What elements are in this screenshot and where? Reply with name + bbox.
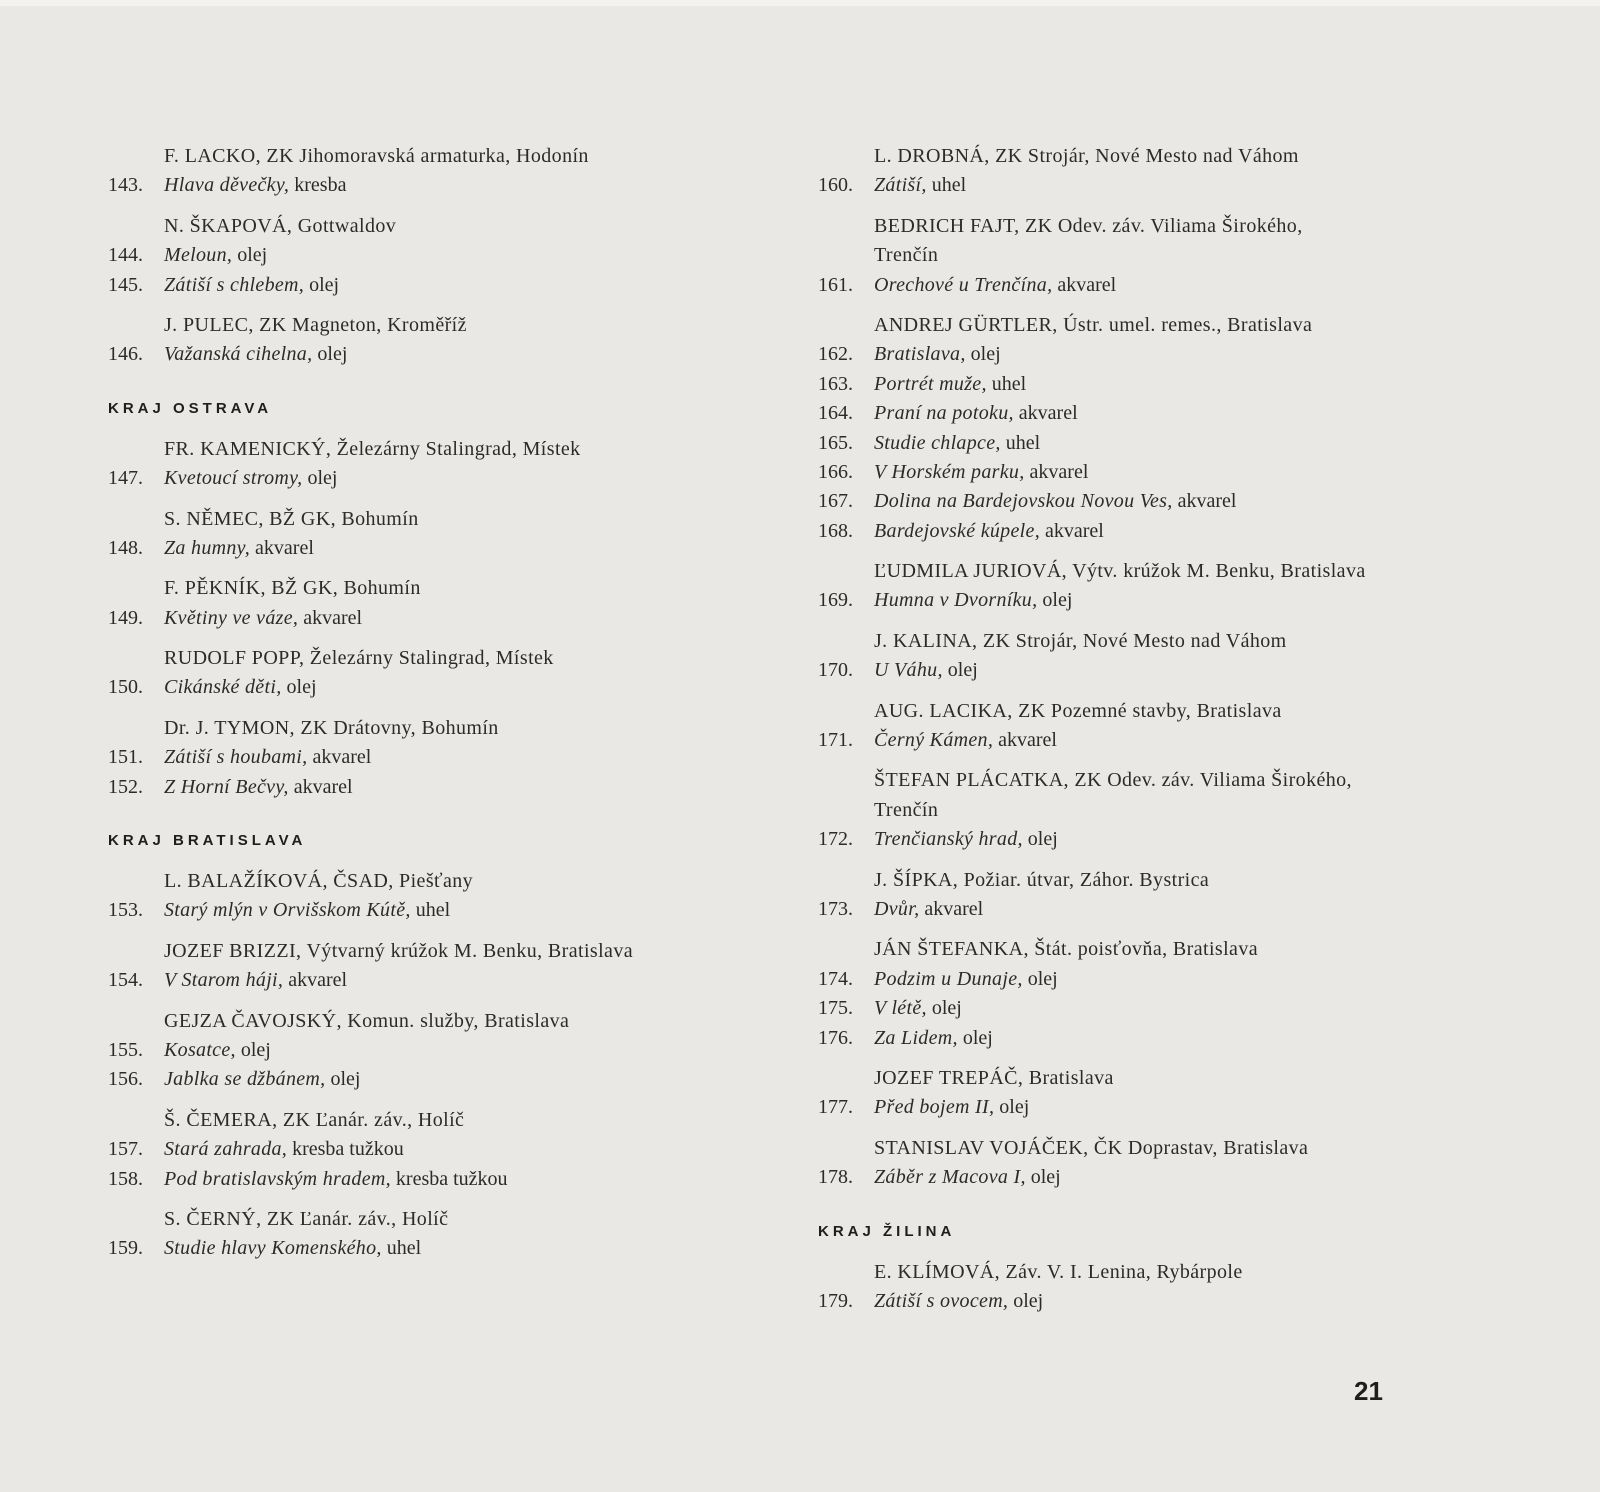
artist-line <box>818 212 1458 241</box>
spacer <box>818 1247 1458 1258</box>
artwork-entry <box>818 1093 1458 1122</box>
artwork-title: Zátiší s chlebem, <box>164 273 305 296</box>
artwork-number: 161. <box>818 273 853 296</box>
spacer <box>108 996 748 1007</box>
artwork-number: 165. <box>818 431 853 454</box>
artwork-number: 145. <box>108 273 143 296</box>
artist-line <box>108 574 748 603</box>
artwork-title: V Starom háji, <box>164 969 284 992</box>
artwork-entry <box>818 965 1458 994</box>
artwork-title: Zátiší s ovocem, <box>874 1289 1009 1312</box>
spacer <box>108 703 748 714</box>
artwork-text <box>874 458 1088 487</box>
artist-name: AUG. LACIKA, ZK Pozemné stavby, Bratislava <box>874 699 1282 722</box>
spacer <box>818 546 1458 557</box>
artwork-title: Černý Kámen, <box>874 729 994 752</box>
artwork-medium: olej <box>926 997 962 1020</box>
artwork-entry <box>108 773 748 802</box>
artwork-text <box>164 1135 404 1164</box>
artwork-medium: olej <box>232 244 268 267</box>
artwork-medium: olej <box>965 343 1001 366</box>
artwork-medium: olej <box>1025 1166 1061 1189</box>
artwork-number: 167. <box>818 490 853 513</box>
left-column <box>108 142 748 1264</box>
artwork-title: Hlava děvečky, <box>164 174 290 197</box>
artist-line <box>108 311 748 340</box>
artwork-title: Jablka se džbánem, <box>164 1068 326 1091</box>
artist-name: J. ŠÍPKA, Požiar. útvar, Záhor. Bystrica <box>874 868 1210 891</box>
artwork-medium: kresba tužkou <box>390 1167 508 1190</box>
artwork-title: Z Horní Bečvy, <box>164 775 289 798</box>
artwork-title: Dvůr, <box>874 897 920 920</box>
artwork-entry <box>108 604 748 633</box>
artist-line <box>818 766 1458 795</box>
artwork-text <box>164 171 346 200</box>
artwork-entry <box>818 895 1458 924</box>
artwork-title: Pod bratislavským hradem, <box>164 1167 391 1190</box>
artwork-text <box>164 773 353 802</box>
artwork-number: 153. <box>108 899 143 922</box>
artwork-number: 163. <box>818 372 853 395</box>
artwork-medium: uhel <box>926 174 967 197</box>
artwork-number: 177. <box>818 1096 853 1119</box>
artwork-number: 166. <box>818 460 853 483</box>
spacer <box>818 855 1458 866</box>
artwork-title: Záběr z Macova I, <box>874 1166 1026 1189</box>
artist-name: Š. ČEMERA, ZK Ľanár. záv., Holíč <box>164 1108 465 1131</box>
spacer <box>108 563 748 574</box>
artwork-text <box>874 271 1116 300</box>
artist-name: JOZEF BRIZZI, Výtvarný krúžok M. Benku, Bratislava <box>164 939 634 962</box>
artwork-title: Humna v Dvorníku, <box>874 589 1038 612</box>
artwork-number: 149. <box>108 606 143 629</box>
artwork-medium: olej <box>325 1068 361 1091</box>
artist-name: L. BALAŽÍKOVÁ, ČSAD, Piešťany <box>164 870 474 893</box>
artwork-entry <box>108 966 748 995</box>
section-heading: KRAJ BRATISLAVA <box>108 832 307 850</box>
artwork-entry <box>818 429 1458 458</box>
artist-name: L. DROBNÁ, ZK Strojár, Nové Mesto nad Váhom <box>874 145 1299 167</box>
artwork-title: V Horském parku, <box>874 460 1025 483</box>
artist-line <box>108 505 748 534</box>
artwork-title: Za humny, <box>164 536 251 559</box>
artist-line <box>108 644 748 673</box>
artist-name: Dr. J. TYMON, ZK Drátovny, Bohumín <box>164 716 499 739</box>
artwork-text <box>874 340 1001 369</box>
artwork-number: 150. <box>108 676 143 699</box>
artwork-entry <box>108 1165 748 1194</box>
artist-name: S. ČERNÝ, ZK Ľanár. záv., Holíč <box>164 1207 449 1230</box>
artwork-title: Zátiší s houbami, <box>164 746 308 769</box>
artwork-medium: akvarel <box>993 729 1057 752</box>
artwork-medium: akvarel <box>250 536 314 559</box>
section-heading: KRAJ OSTRAVA <box>108 399 273 417</box>
artist-name: E. KLÍMOVÁ, Záv. V. I. Lenina, Rybárpole <box>874 1260 1243 1283</box>
artwork-text <box>164 604 362 633</box>
artwork-title: Zátiší, <box>874 174 927 197</box>
artwork-text <box>874 1163 1061 1192</box>
artwork-text <box>164 534 314 563</box>
artwork-entry <box>108 534 748 563</box>
artwork-medium: uhel <box>381 1237 422 1260</box>
artist-line <box>818 796 1458 825</box>
spacer <box>818 1123 1458 1134</box>
artwork-text <box>164 340 347 369</box>
artwork-medium: kresba tužkou <box>287 1138 404 1161</box>
artwork-text <box>164 1065 360 1094</box>
section-spacer <box>108 802 748 826</box>
artwork-text <box>874 965 1058 994</box>
artwork-entry <box>818 271 1458 300</box>
artwork-text <box>874 370 1026 399</box>
page-number: 21 <box>1354 1376 1383 1406</box>
spacer <box>818 201 1458 212</box>
artwork-title: Dolina na Bardejovskou Novou Ves, <box>874 490 1173 513</box>
artwork-title: Trenčianský hrad, <box>874 828 1023 851</box>
artist-line <box>108 435 748 464</box>
artist-name: N. ŠKAPOVÁ, Gottwaldov <box>164 214 397 237</box>
artwork-entry <box>818 340 1458 369</box>
artwork-title: Studie chlapce, <box>874 431 1001 454</box>
artwork-medium: olej <box>312 343 348 366</box>
artist-name: ŠTEFAN PLÁCATKA, ZK Odev. záv. Viliama Širokého, <box>874 769 1352 792</box>
artwork-text <box>874 429 1040 458</box>
spacer <box>818 616 1458 627</box>
artwork-text <box>164 1234 421 1263</box>
artist-line <box>108 142 748 171</box>
artist-line <box>108 714 748 743</box>
artwork-medium: olej <box>281 676 317 699</box>
artwork-medium: uhel <box>410 899 451 922</box>
artwork-medium: kresba <box>289 174 347 197</box>
artwork-number: 169. <box>818 589 853 612</box>
artwork-text <box>874 825 1058 854</box>
artwork-medium: olej <box>235 1038 271 1061</box>
artwork-title: Před bojem II, <box>874 1096 995 1119</box>
artwork-title: Bardejovské kúpele, <box>874 519 1040 542</box>
artwork-medium: olej <box>1037 589 1073 612</box>
artwork-title: Praní na potoku, <box>874 402 1014 425</box>
artist-line <box>818 935 1458 964</box>
artwork-title: Portrét muže, <box>874 372 987 395</box>
artwork-title: Kvetoucí stromy, <box>164 467 303 490</box>
artwork-number: 155. <box>108 1038 143 1061</box>
artist-name: STANISLAV VOJÁČEK, ČK Doprastav, Bratislava <box>874 1136 1309 1159</box>
artwork-title: Starý mlýn v Orvišskom Kútě, <box>164 899 411 922</box>
artwork-number: 173. <box>818 897 853 920</box>
artwork-medium: akvarel <box>298 606 363 629</box>
artist-name: FR. KAMENICKÝ, Železárny Stalingrad, Místek <box>164 437 581 460</box>
artwork-entry <box>818 1287 1458 1316</box>
spacer <box>818 1053 1458 1064</box>
artwork-title: Stará zahrada, <box>164 1138 288 1161</box>
artwork-entry <box>108 1135 748 1164</box>
artwork-medium: olej <box>942 659 978 682</box>
artwork-medium: uhel <box>1000 431 1041 454</box>
artwork-text <box>874 171 966 200</box>
artwork-entry <box>818 458 1458 487</box>
artwork-entry <box>108 271 748 300</box>
artist-name: J. PULEC, ZK Magneton, Kroměříž <box>164 313 467 336</box>
artist-name: Trenčín <box>874 244 939 267</box>
spacer <box>818 300 1458 311</box>
artwork-text <box>874 517 1104 546</box>
artwork-medium: akvarel <box>307 746 372 769</box>
artist-line <box>818 1064 1458 1093</box>
artwork-number: 148. <box>108 536 143 559</box>
artwork-entry <box>108 241 748 270</box>
artist-name: ĽUDMILA JURIOVÁ, Výtv. krúžok M. Benku, Bratislava <box>874 560 1366 583</box>
artwork-text <box>874 1287 1043 1316</box>
artist-name: F. LACKO, ZK Jihomoravská armaturka, Hodonín <box>164 145 589 167</box>
artwork-medium: olej <box>994 1096 1030 1119</box>
artwork-entry <box>818 487 1458 516</box>
artwork-medium: uhel <box>986 372 1027 395</box>
artwork-medium: olej <box>1022 828 1058 851</box>
artwork-entry <box>108 1234 748 1263</box>
artwork-title: U Váhu, <box>874 659 943 682</box>
section-spacer <box>818 1193 1458 1217</box>
artwork-number: 151. <box>108 746 143 769</box>
artwork-number: 162. <box>818 343 853 366</box>
artwork-number: 168. <box>818 519 853 542</box>
artwork-title: Orechové u Trenčína, <box>874 273 1053 296</box>
artwork-medium: olej <box>1022 967 1058 990</box>
artwork-medium: akvarel <box>919 897 984 920</box>
artwork-entry <box>818 370 1458 399</box>
artwork-text <box>874 726 1057 755</box>
artwork-title: Studie hlavy Komenského, <box>164 1237 382 1260</box>
artwork-title: Bratislava, <box>874 343 966 366</box>
artwork-entry <box>818 1163 1458 1192</box>
artwork-medium: akvarel <box>288 775 353 798</box>
artist-line <box>108 212 748 241</box>
artwork-entry <box>818 517 1458 546</box>
spacer <box>108 1194 748 1205</box>
artwork-medium: akvarel <box>1013 402 1078 425</box>
spacer <box>818 755 1458 766</box>
artwork-title: Za Lidem, <box>874 1026 958 1049</box>
artwork-title: V létě, <box>874 997 927 1020</box>
spacer <box>108 1095 748 1106</box>
artist-name: RUDOLF POPP, Železárny Stalingrad, Místek <box>164 647 554 670</box>
artwork-text <box>164 673 317 702</box>
artwork-number: 152. <box>108 775 143 798</box>
artist-line <box>818 1134 1458 1163</box>
spacer <box>108 424 748 435</box>
artwork-entry <box>108 171 748 200</box>
artwork-text <box>164 743 371 772</box>
artwork-title: Važanská cihelna, <box>164 343 313 366</box>
artwork-number: 172. <box>818 828 853 851</box>
artwork-entry <box>108 464 748 493</box>
artwork-number: 157. <box>108 1138 143 1161</box>
section-spacer <box>108 370 748 394</box>
section-heading: KRAJ ŽILINA <box>818 1222 956 1240</box>
artist-name: JÁN ŠTEFANKA, Štát. poisťovňa, Bratislava <box>874 938 1258 961</box>
artwork-text <box>874 656 978 685</box>
artwork-title: Kosatce, <box>164 1038 236 1061</box>
artwork-entry <box>818 171 1458 200</box>
artist-line <box>108 1205 748 1234</box>
artwork-text <box>874 586 1072 615</box>
artwork-title: Květiny ve váze, <box>164 606 299 629</box>
artwork-title: Cikánské děti, <box>164 676 282 699</box>
artwork-number: 178. <box>818 1166 853 1189</box>
artwork-entry <box>818 656 1458 685</box>
artist-name: S. NĚMEC, BŽ GK, Bohumín <box>164 507 419 530</box>
artwork-entry <box>818 825 1458 854</box>
artist-name: Trenčín <box>874 798 939 821</box>
artist-line <box>818 627 1458 656</box>
artwork-number: 156. <box>108 1068 143 1091</box>
artist-line <box>108 1106 748 1135</box>
artwork-text <box>164 966 347 995</box>
spacer <box>108 926 748 937</box>
artwork-number: 164. <box>818 402 853 425</box>
artwork-text <box>874 994 962 1023</box>
artist-name: F. PĚKNÍK, BŽ GK, Bohumín <box>164 577 421 600</box>
artwork-text <box>164 896 450 925</box>
artwork-text <box>874 895 983 924</box>
artwork-entry <box>818 1024 1458 1053</box>
artist-line <box>818 241 1458 270</box>
artwork-text <box>874 1093 1029 1122</box>
artwork-entry <box>108 1036 748 1065</box>
artwork-number: 179. <box>818 1289 853 1312</box>
artist-line <box>818 866 1458 895</box>
artist-line <box>818 142 1458 171</box>
artwork-text <box>874 487 1236 516</box>
artist-name: BEDRICH FAJT, ZK Odev. záv. Viliama Širokého, <box>874 214 1303 237</box>
spacer <box>818 686 1458 697</box>
artwork-medium: olej <box>304 273 340 296</box>
artwork-number: 171. <box>818 729 853 752</box>
artwork-title: Meloun, <box>164 244 233 267</box>
artwork-text <box>164 271 339 300</box>
artwork-number: 160. <box>818 174 853 197</box>
artwork-medium: akvarel <box>1052 273 1117 296</box>
artwork-number: 144. <box>108 244 143 267</box>
artwork-text <box>874 399 1078 428</box>
artwork-medium: olej <box>957 1026 993 1049</box>
artwork-text <box>164 1036 271 1065</box>
spacer <box>108 201 748 212</box>
artwork-number: 146. <box>108 343 143 366</box>
artwork-entry <box>108 896 748 925</box>
artwork-number: 175. <box>818 997 853 1020</box>
artwork-entry <box>818 726 1458 755</box>
artist-line <box>108 937 748 966</box>
artwork-entry <box>818 586 1458 615</box>
artist-line <box>818 697 1458 726</box>
spacer <box>108 300 748 311</box>
artwork-text <box>164 241 267 270</box>
artwork-medium: olej <box>302 467 338 490</box>
artist-line <box>108 1007 748 1036</box>
artwork-number: 147. <box>108 467 143 490</box>
artist-name: GEJZA ČAVOJSKÝ, Komun. služby, Bratislava <box>164 1009 570 1032</box>
artwork-number: 159. <box>108 1237 143 1260</box>
artwork-text <box>164 1165 508 1194</box>
artwork-entry <box>108 743 748 772</box>
artwork-title: Podzim u Dunaje, <box>874 967 1023 990</box>
artwork-number: 158. <box>108 1167 143 1190</box>
artist-line <box>108 867 748 896</box>
artwork-number: 176. <box>818 1026 853 1049</box>
artwork-entry <box>108 673 748 702</box>
artwork-medium: akvarel <box>1040 519 1104 542</box>
artwork-medium: akvarel <box>1172 490 1237 513</box>
artwork-entry <box>818 399 1458 428</box>
right-column <box>818 142 1458 1316</box>
spacer <box>108 856 748 867</box>
artwork-medium: akvarel <box>283 969 348 992</box>
artist-name: JOZEF TREPÁČ, Bratislava <box>874 1066 1114 1089</box>
spacer <box>108 494 748 505</box>
artist-name: ANDREJ GÜRTLER, Ústr. umel. remes., Bratislava <box>874 313 1313 336</box>
artwork-text <box>874 1024 993 1053</box>
artwork-number: 174. <box>818 967 853 990</box>
artwork-number: 154. <box>108 969 143 992</box>
artwork-number: 170. <box>818 659 853 682</box>
artwork-medium: olej <box>1008 1289 1044 1312</box>
artwork-entry <box>818 994 1458 1023</box>
top-edge <box>0 0 1600 6</box>
artwork-number: 143. <box>108 174 143 197</box>
spacer <box>108 633 748 644</box>
artwork-text <box>164 464 337 493</box>
artist-line <box>818 557 1458 586</box>
artwork-medium: akvarel <box>1024 460 1089 483</box>
artist-line <box>818 311 1458 340</box>
artwork-entry <box>108 340 748 369</box>
spacer <box>818 924 1458 935</box>
artwork-entry <box>108 1065 748 1094</box>
artist-name: J. KALINA, ZK Strojár, Nové Mesto nad Váhom <box>874 629 1287 652</box>
artist-line <box>818 1258 1458 1287</box>
